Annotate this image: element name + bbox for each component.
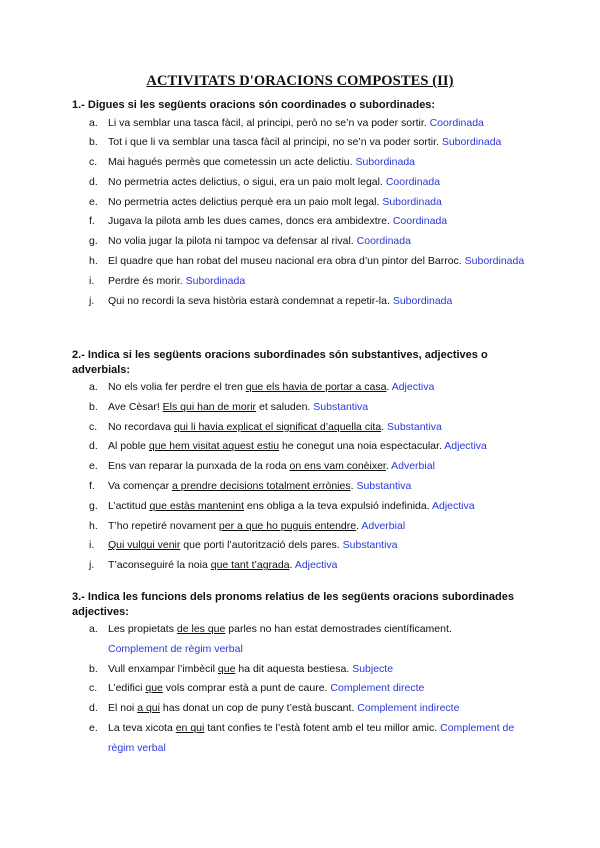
item-marker: c. [89,420,98,433]
list-item [72,212,542,232]
list-item [72,517,542,537]
list-item [72,398,542,418]
item-marker: b. [89,136,98,149]
list-item [72,173,542,193]
list-item [72,497,542,517]
underlined-clause: que [145,682,163,695]
item-text-after: . [350,479,357,492]
list-item [72,536,542,556]
list-item [72,620,542,660]
item-text-after: . [356,519,362,532]
underlined-clause: que [217,662,236,675]
item-answer: Complement de règim verbal [108,642,243,655]
item-marker: h. [89,255,98,268]
item-answer: Coordinada [429,116,484,129]
item-answer: Substantiva [313,400,369,413]
item-marker: d. [89,175,98,188]
item-answer: Complement de règim verbal [108,721,515,754]
list-item [72,477,542,497]
item-text-after: ens obliga a la teva expulsió indefinida. [244,499,432,512]
item-answer: Substantiva [387,420,442,433]
underlined-clause: on ens vam conèixer [289,460,386,473]
item-text: Mai hagués permès que cometessin un acte delictiu. [108,156,356,169]
item-text-before: La teva xicota [108,721,176,734]
item-text: No volia jugar la pilota ni tampoc va defensar al rival. [108,235,357,248]
item-marker: i. [89,539,95,552]
item-text-after: que porti l’autorització dels pares. [180,539,343,552]
list-item [72,719,542,759]
item-answer: Complement indirecte [357,702,460,715]
item-text-after: . [385,460,392,473]
item-answer: Subjecte [352,662,394,675]
item-answer: Adjectiva [431,499,475,512]
item-text-after: has donat un cop de puny t’està buscant. [159,702,358,715]
underlined-clause: que estàs mantenint [149,499,245,512]
section-1-heading: 1.- Digues si les següents oracions són coordinades o subordinades: [72,99,436,111]
item-text-before: T’ho repetiré novament [108,519,219,532]
item-answer: Adverbial [361,519,406,532]
item-marker: j. [89,559,95,572]
item-text-before: T’aconseguiré la noia [108,559,211,572]
item-text: El quadre que han robat del museu nacional era obra d’un pintor del Barroc. [108,255,465,268]
section-2-heading: 2.- Indica si les següents oracions subordinades són substantives, adjectives o adverbials: [72,349,488,376]
item-text-before: L’actitud [108,499,150,512]
item-answer: Coordinada [356,235,411,248]
underlined-clause: que els havia de portar a casa [245,381,387,393]
item-marker: i. [89,274,95,287]
list-item [72,378,542,398]
item-answer: Coordinada [385,175,441,188]
item-answer: Coordinada [392,215,448,228]
underlined-clause: a prendre decisions totalment errònies [172,479,351,492]
list-item [72,679,542,699]
section-1 [72,98,542,311]
underlined-clause: de les que [176,623,226,635]
item-marker: j. [89,294,95,307]
list-item [72,699,542,719]
underlined-clause: que hem visitat aquest estiu [148,440,280,453]
item-marker: f. [89,215,95,228]
item-text-after: tant confies te l’està fotent amb el teu millor amic. [204,721,441,734]
item-marker: d. [89,440,98,453]
item-text: Perdre és morir. [108,274,186,287]
item-marker: c. [89,682,98,695]
section-3-list [72,620,542,759]
list-item [72,418,542,438]
item-answer: Subordinada [355,156,416,169]
item-text-before: Ave Cèsar! [108,400,163,413]
underlined-clause: per a que ho puguis entendre [218,519,357,532]
item-text-before: Al poble [108,440,149,453]
list-item [72,660,542,680]
list-item [72,292,542,312]
item-answer: Adverbial [391,460,435,473]
item-text: Jugava la pilota amb les dues cames, doncs era ambidextre. [108,215,393,228]
item-answer: Substantiva [342,539,398,552]
item-text-before: Va començar [108,479,172,492]
item-answer: Substantiva [356,479,412,492]
underlined-clause: Els qui han de morir [162,400,257,413]
underlined-clause: a qui [137,702,160,715]
item-marker: h. [89,519,98,532]
item-text-before: El noi [108,702,138,715]
list-item [72,193,542,213]
item-marker: c. [89,156,98,169]
item-answer: Subordinada [441,136,502,149]
list-item [72,437,542,457]
item-text-before: No els volia fer perdre el tren [108,381,246,393]
item-text-before: L’edifici [108,682,146,695]
item-text: Qui no recordi la seva història estarà condemnat a repetir-la. [108,294,393,307]
item-answer: Subordinada [185,274,246,287]
item-text-after: . [386,381,392,393]
item-marker: b. [89,400,98,413]
item-text-before: Les propietats [108,623,177,635]
item-marker: e. [89,195,98,208]
item-answer: Subordinada [464,255,525,268]
item-marker: g. [89,499,98,512]
list-item [72,232,542,252]
underlined-clause: que tant t’agrada [210,559,290,572]
item-marker: e. [89,721,98,734]
item-marker: f. [89,479,95,492]
item-answer: Adjectiva [444,440,487,453]
item-answer: Adjectiva [294,559,338,572]
item-text-after: . [381,420,387,433]
item-answer: Subordinada [382,195,442,208]
item-text-before: No recordava [108,420,174,433]
section-3 [72,590,542,759]
item-answer: Complement directe [330,682,425,695]
underlined-clause: Qui vulgui venir [108,539,181,552]
item-marker: b. [89,662,98,675]
item-text-after: . [289,559,295,572]
section-2-list [72,378,542,576]
item-text-before: Vull enxampar l’imbècil [108,662,218,675]
item-text-after: vols comprar està a punt de caure. [162,682,331,695]
list-item [72,133,542,153]
item-answer: Subordinada [392,294,453,307]
item-text: No permetria actes delictius, o sigui, era un paio molt legal. [108,175,386,188]
list-item [72,252,542,272]
item-answer: Adjectiva [391,381,435,393]
list-item [72,556,542,576]
page-title: ACTIVITATS D'ORACIONS COMPOSTES (II) [146,73,454,89]
item-text: Li va semblar una tasca fàcil, al principi, però no se’n va poder sortir. [108,116,430,129]
item-marker: d. [89,702,98,715]
underlined-clause: en qui [175,721,205,734]
section-2 [72,348,542,576]
item-text-after: he conegut una noia espectacular. [279,440,445,453]
item-marker: a. [89,623,98,635]
list-item [72,457,542,477]
item-marker: a. [89,116,98,129]
item-text-after: ha dit aquesta bestiesa. [235,662,353,675]
section-3-heading: 3.- Indica les funcions dels pronoms relatius de les següents oracions subordinades adjectives: [72,591,514,618]
item-marker: g. [89,235,98,248]
list-item [72,153,542,173]
underlined-clause: qui li havia explicat el significat d’aquella cita [173,420,382,433]
item-text: No permetria actes delictius perquè era un paio molt legal. [108,195,383,208]
list-item [72,272,542,292]
item-marker: e. [89,460,98,473]
list-item [72,114,542,134]
item-text-after: et saluden. [256,400,314,413]
item-text: Tot i que li va semblar una tasca fàcil al principi, no se’n va poder sortir. [108,136,442,149]
item-text-after: parles no han estat demostrades científicament. [225,623,452,635]
item-text-before: Ens van reparar la punxada de la roda [108,460,290,473]
section-1-list [72,114,542,312]
item-marker: a. [89,381,98,393]
